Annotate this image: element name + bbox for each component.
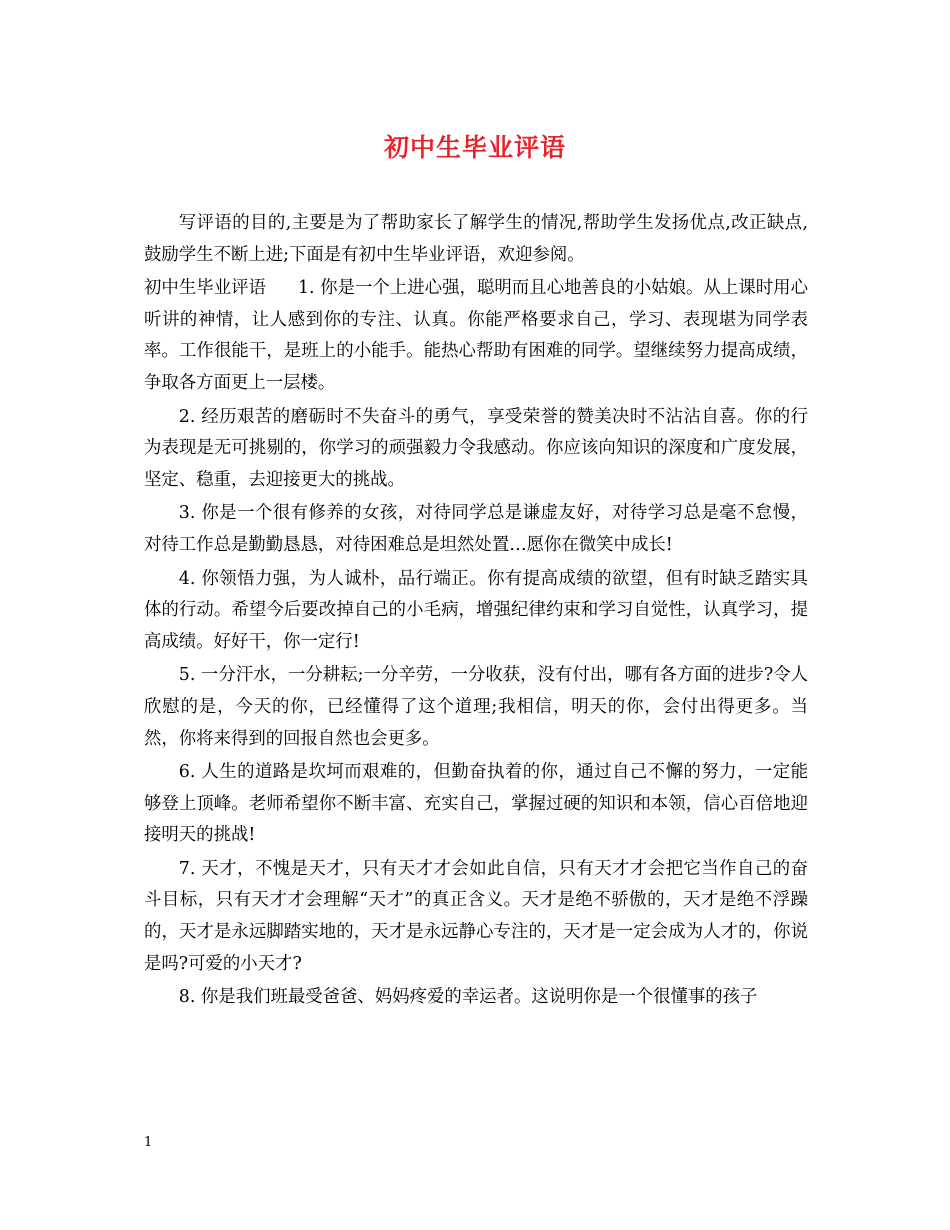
comment-item-2: 2. 经历艰苦的磨砺时不失奋斗的勇气，享受荣誉的赞美决时不沾沾自喜。你的行为表现是无可挑剔的，你学习的顽强毅力令我感动。你应该向知识的深度和广度发展，坚定、稳重，去迎接更大的挑战。: [144, 406, 808, 490]
comment-item-5: 5. 一分汗水，一分耕耘;一分辛劳，一分收获，没有付出，哪有各方面的进步?令人欣慰的是，今天的你，已经懂得了这个道理;我相信，明天的你，会付出得更多。当然，你将来得到的回报自然也会更多。: [144, 665, 808, 749]
document-title: 初中生毕业评语: [383, 133, 566, 162]
comment-item-3: 3. 你是一个很有修养的女孩，对待同学总是谦虚友好，对待学习总是毫不怠慢，对待工作总是勤勤恳恳，对待困难总是坦然处置…愿你在微笑中成长!: [144, 503, 808, 555]
page-number: 1: [144, 1135, 153, 1150]
comment-item-6: 6. 人生的道路是坎坷而艰难的，但勤奋执着的你，通过自己不懈的努力，一定能够登上顶峰。老师希望你不断丰富、充实自己，掌握过硬的知识和本领，信心百倍地迎接明天的挑战!: [144, 762, 808, 846]
comment-item-7: 7. 天才，不愧是天才，只有天才才会如此自信，只有天才才会把它当作自己的奋斗目标，只有天才才会理解“天才”的真正含义。天才是绝不骄傲的，天才是绝不浮躁的，天才是永远脚踏实地的，天才是永远静心专注的，天才是一定会成为人才的，你说是吗?可爱的小天才?: [144, 858, 808, 974]
comment-item-1: 1. 你是一个上进心强，聪明而且心地善良的小姑娘。从上课时用心听讲的神情，让人感到你的专注、认真。你能严格要求自己，学习、表现堪为同学表率。工作很能干，是班上的小能手。能热心帮助有困难的同学。望继续努力提高成绩，争取各方面更上一层楼。: [144, 278, 808, 393]
document-body: [144, 208, 808, 1016]
section-heading: 初中生毕业评语: [144, 278, 266, 299]
comment-item-8: 8. 你是我们班最受爸爸、妈妈疼爱的幸运者。这说明你是一个很懂事的孩子: [178, 987, 758, 1008]
intro-paragraph: 写评语的目的,主要是为了帮助家长了解学生的情况,帮助学生发扬优点,改正缺点,鼓励学生不断上进;下面是有初中生毕业评语，欢迎参阅。: [144, 213, 808, 265]
first-item-paragraph: [144, 273, 808, 399]
comment-item-4: 4. 你领悟力强，为人诚朴，品行端正。你有提高成绩的欲望，但有时缺乏踏实具体的行动。希望今后要改掉自己的小毛病，增强纪律约束和学习自觉性，认真学习，提高成绩。好好干，你一定行!: [144, 568, 808, 652]
